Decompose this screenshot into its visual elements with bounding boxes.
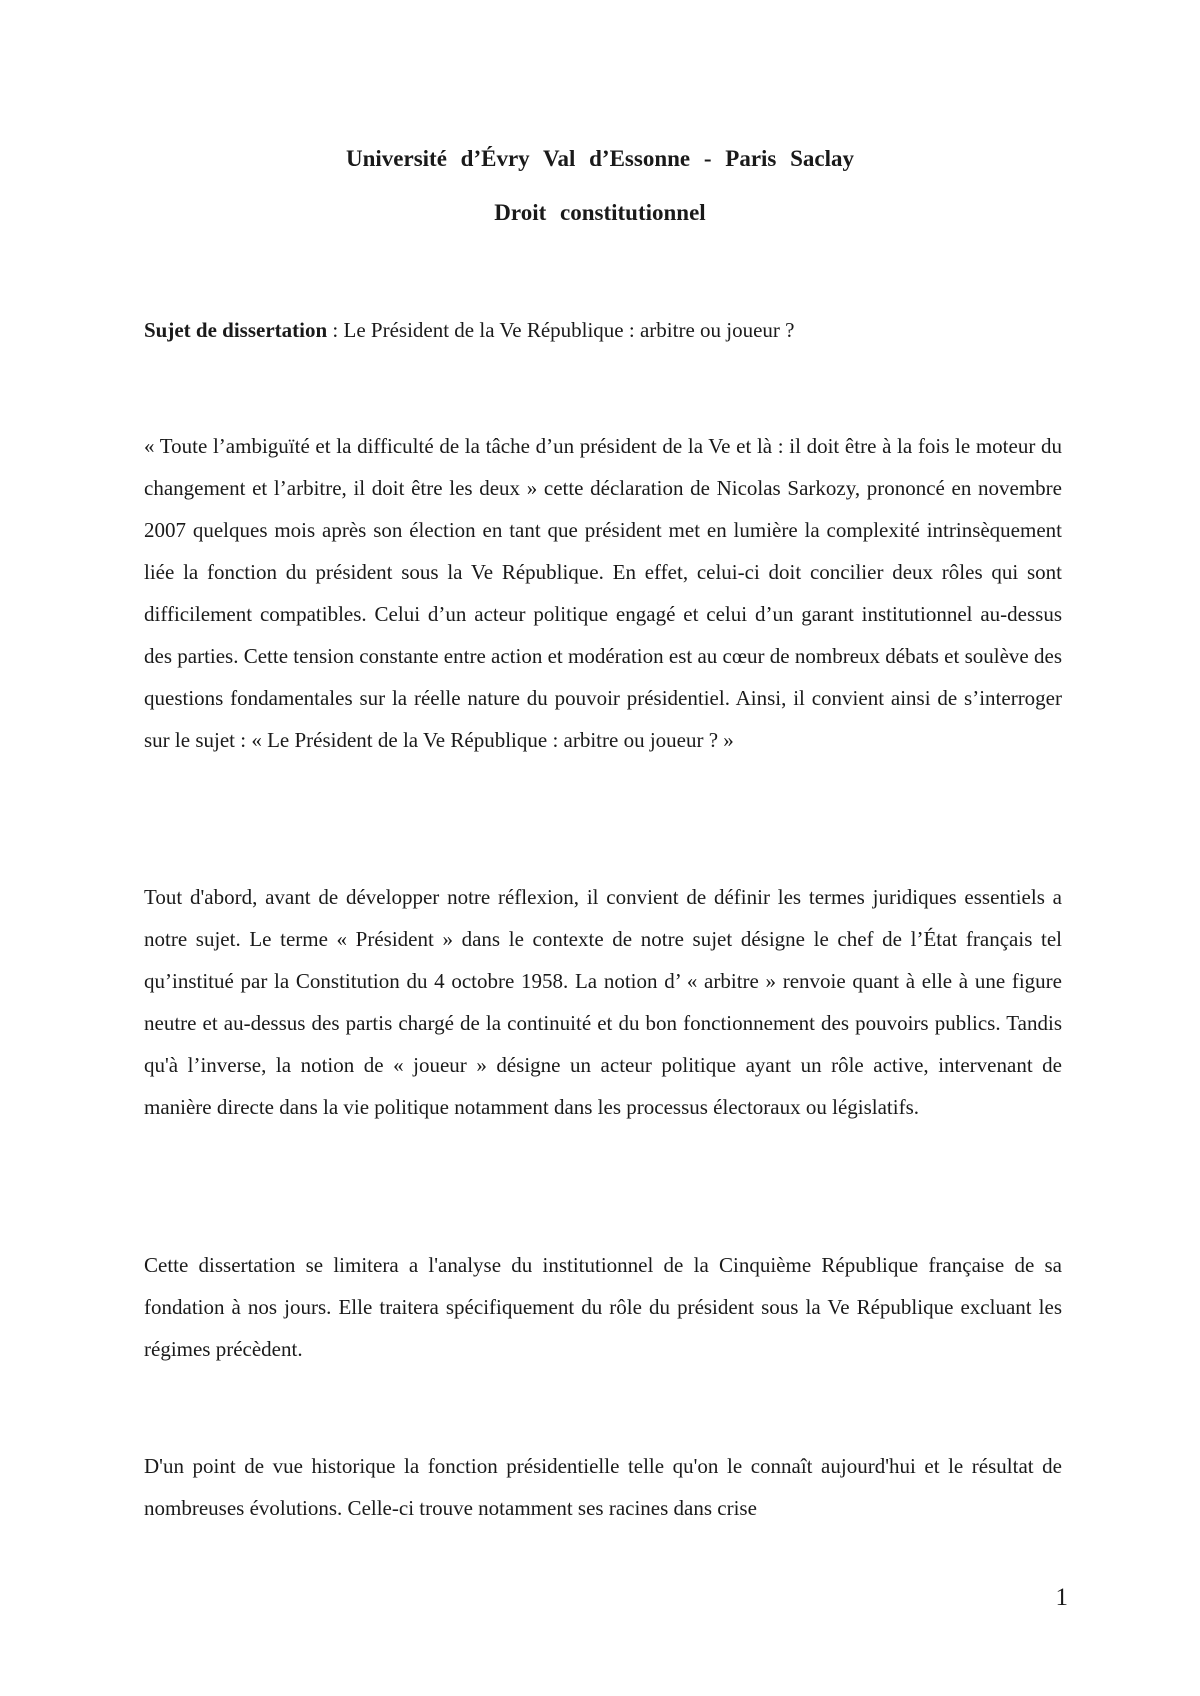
course-title: Droit constitutionnel xyxy=(494,200,706,225)
paragraph-scope: Cette dissertation se limitera a l'analyse du institutionnel de la Cinquième République française de sa fondation à nos jours. Elle traitera spécifiquement du rôle du président sous la Ve République excluant les régimes précèdent. xyxy=(144,1253,1062,1361)
subject-label: Sujet de dissertation xyxy=(144,318,328,342)
dissertation-subject xyxy=(144,318,794,343)
page-number: 1 xyxy=(1055,1584,1068,1611)
paragraph-history: D'un point de vue historique la fonction présidentielle telle qu'on le connaît aujourd'hui et le résultat de nombreuses évolutions. Celle-ci trouve notamment ses racines dans crise xyxy=(144,1454,1062,1520)
paragraph-definitions: Tout d'abord, avant de développer notre réflexion, il convient de définir les termes juridiques essentiels a notre sujet. Le terme « Président » dans le contexte de notre sujet désigne le chef de l’État français tel qu’institué par la Constitution du 4 octobre 1958. La notion d’ « arbitre » renvoie quant à elle à une figure neutre et au-dessus des partis chargé de la continuité et du bon fonctionnement des pouvoirs publics. Tandis qu'à l’inverse, la notion de « joueur » désigne un acteur politique ayant un rôle active, intervenant de manière directe dans la vie politique notamment dans les processus électoraux ou législatifs. xyxy=(144,885,1062,1119)
paragraph-introduction: « Toute l’ambiguïté et la difficulté de la tâche d’un président de la Ve et là : il doit être à la fois le moteur du changement et l’arbitre, il doit être les deux » cette déclaration de Nicolas Sarkozy, prononcé en novembre 2007 quelques mois après son élection en tant que président met en lumière la complexité intrinsèquement liée la fonction du président sous la Ve République. En effet, celui-ci doit concilier deux rôles qui sont difficilement compatibles. Celui d’un acteur politique engagé et celui d’un garant institutionnel au-dessus des parties. Cette tension constante entre action et modération est au cœur de nombreux débats et soulève des questions fondamentales sur la réelle nature du pouvoir présidentiel. Ainsi, il convient ainsi de s’interroger sur le sujet : « Le Président de la Ve République : arbitre ou joueur ? » xyxy=(144,434,1062,752)
university-title: Université d’Évry Val d’Essonne - Paris Saclay xyxy=(345,146,855,171)
subject-text: : Le Président de la Ve République : arbitre ou joueur ? xyxy=(327,318,795,342)
